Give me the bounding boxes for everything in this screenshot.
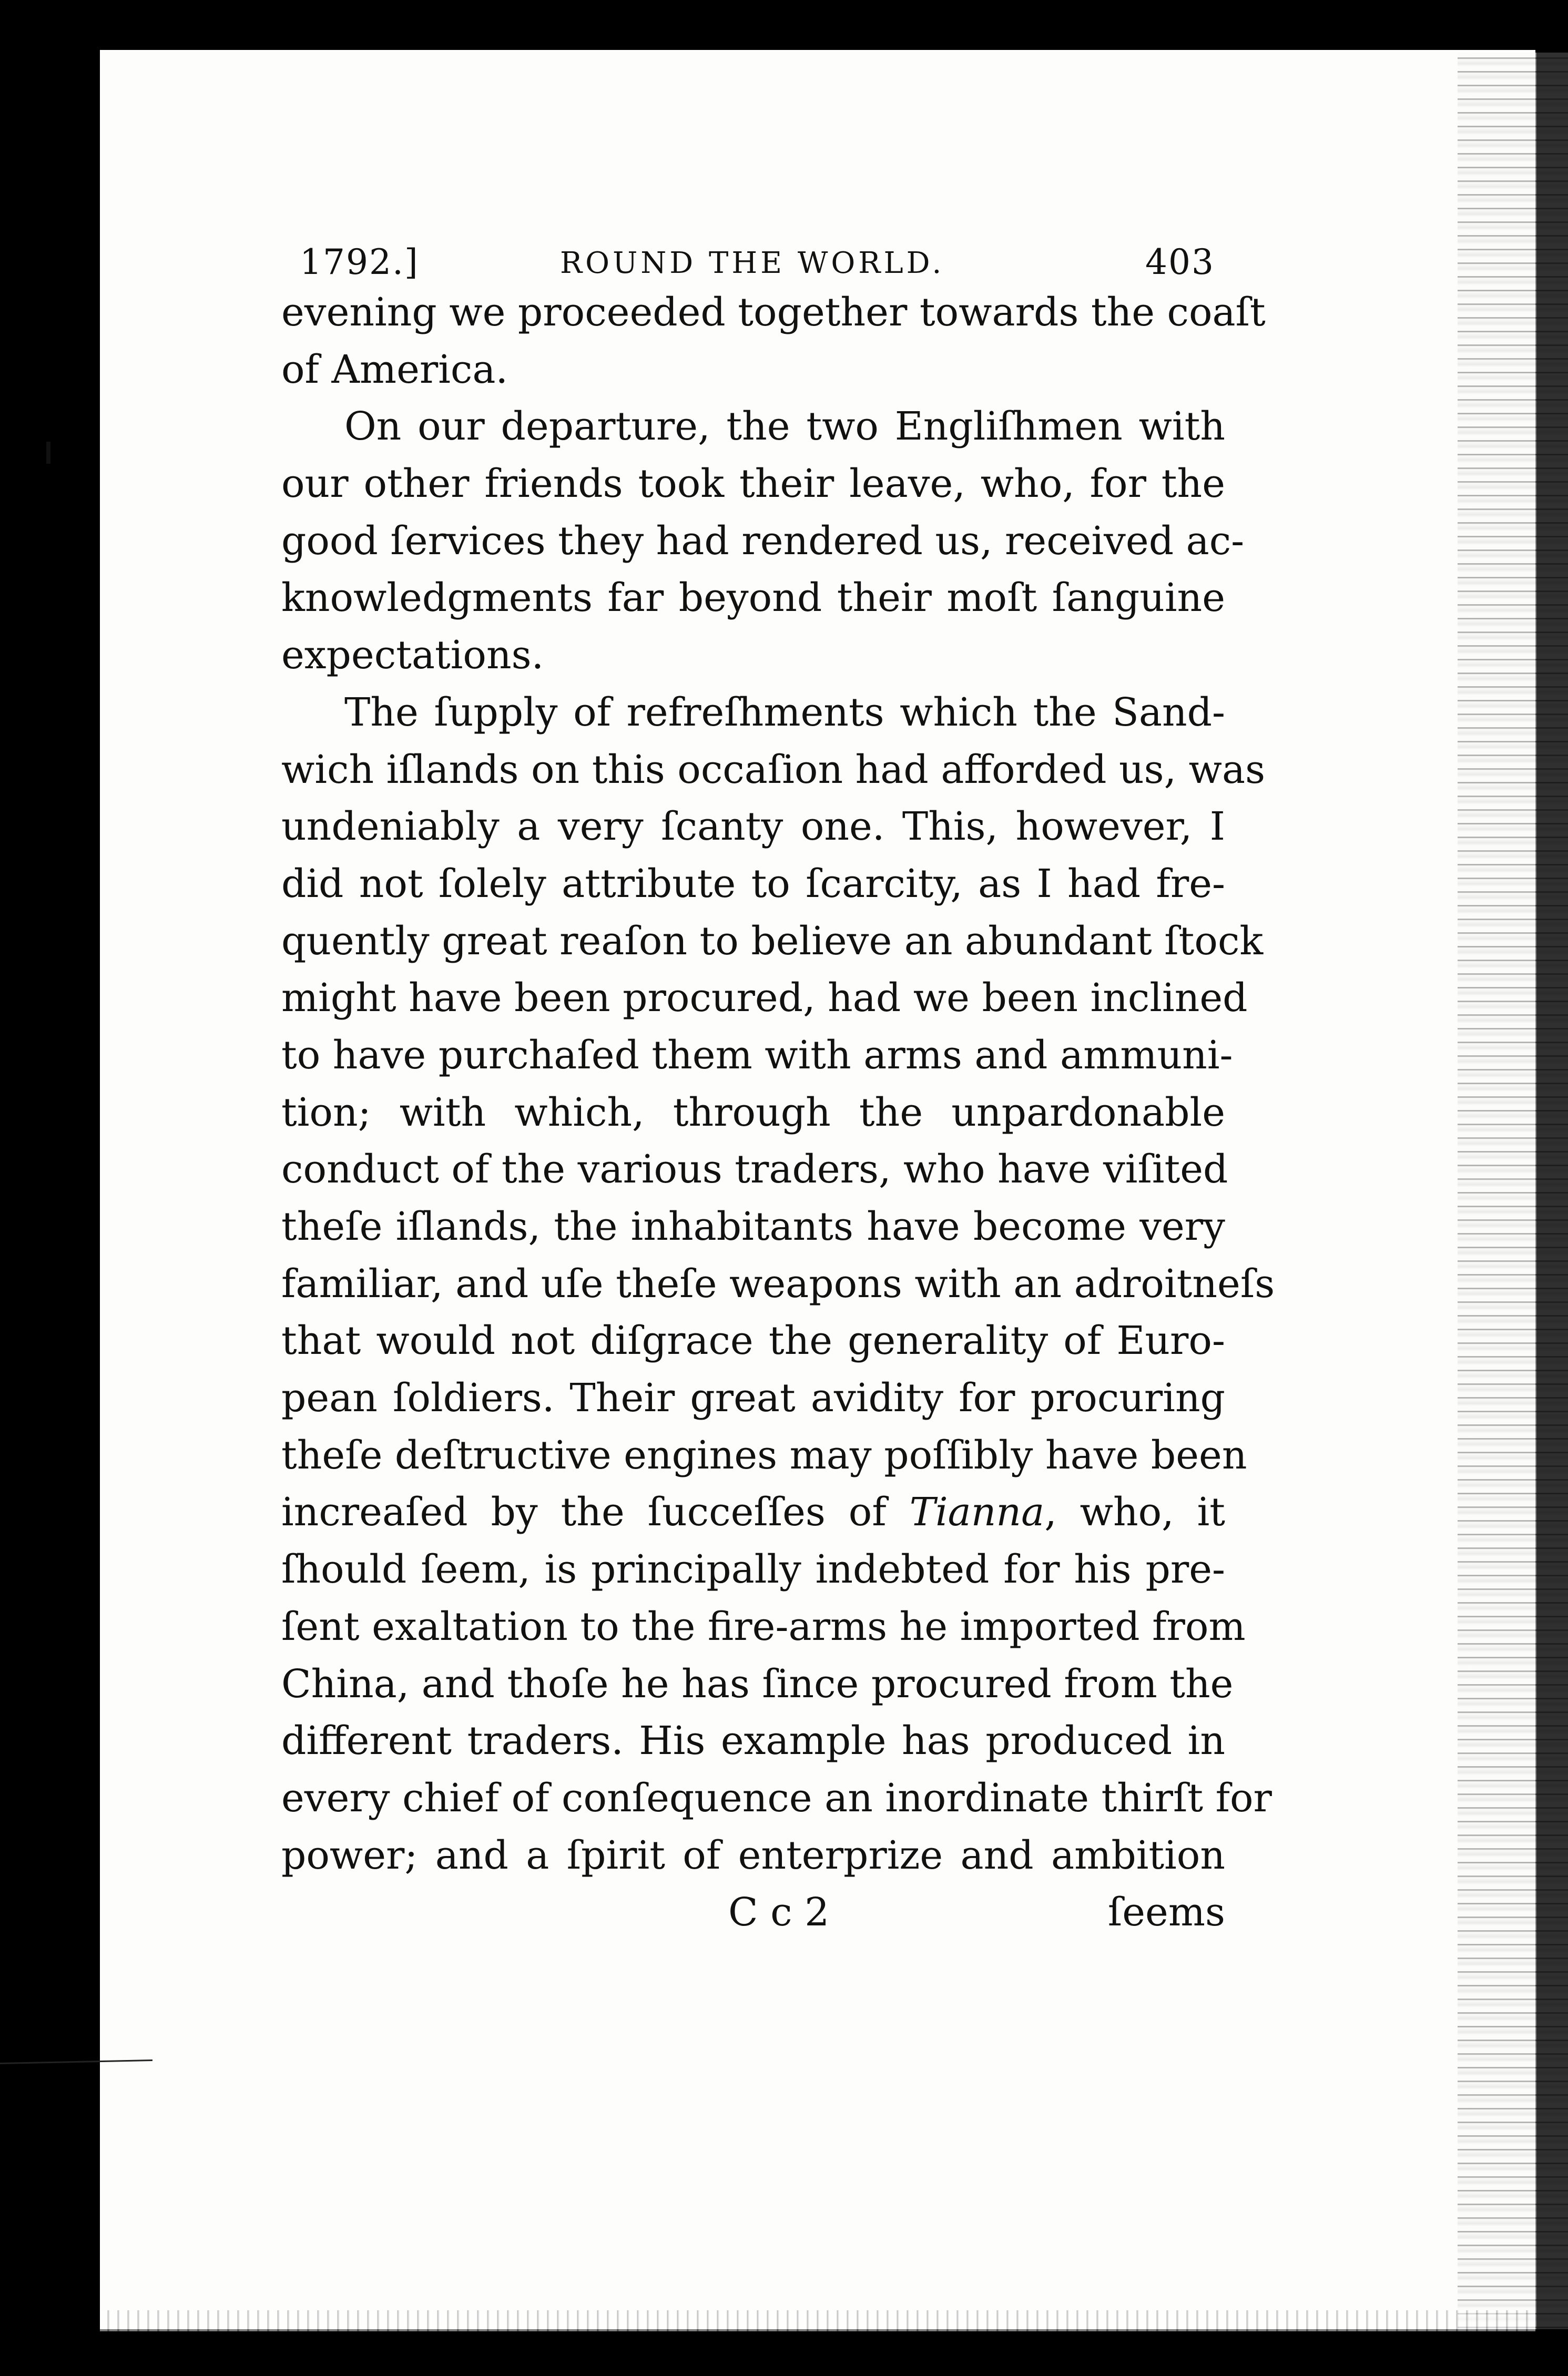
text-line: different traders. His example has produced in	[281, 1718, 1225, 1764]
text-line: theſe deſtructive engines may poſſibly have been	[281, 1432, 1247, 1478]
text-line: to have purchaſed them with arms and ammuni-	[281, 1032, 1233, 1078]
text-line: power; and a ſpirit of enterprize and ambition	[281, 1832, 1225, 1878]
text-line: good ſervices they had rendered us, received ac-	[281, 518, 1245, 564]
text-segment: , who, it	[1044, 1490, 1225, 1535]
page-number: 403	[1145, 242, 1215, 282]
text-line: quently great reaſon to believe an abundant ſtock	[281, 918, 1264, 964]
paragraph	[281, 284, 1266, 398]
paragraph	[281, 684, 1275, 1884]
running-head-year: 1792.]	[300, 242, 419, 282]
text-block	[281, 231, 1275, 1941]
text-line: familiar, and uſe theſe weapons with an adroitneſs	[281, 1261, 1275, 1307]
text-line: our other friends took their leave, who, for the	[281, 461, 1225, 507]
text-line: knowledgments far beyond their moſt ſanguine	[281, 575, 1225, 621]
text-line: wich iſlands on this occaſion had afforded us, was	[281, 747, 1266, 792]
page-edge-shadow	[1536, 53, 1568, 2329]
text-line: evening we proceeded together towards the coaſt	[281, 290, 1266, 335]
italic-name: Tianna	[909, 1490, 1045, 1535]
text-line: undeniably a very ſcanty one. This, however, I	[281, 804, 1225, 850]
text-line: expectations.	[281, 633, 544, 678]
text-line: On our departure, the two Engliſhmen with	[344, 404, 1225, 450]
text-line: tion; with which, through the unpardonable	[281, 1089, 1225, 1135]
signature-mark: C c 2	[728, 1890, 830, 1935]
text-line: The ſupply of refreſhments which the Sand-	[344, 689, 1225, 735]
paragraph	[281, 398, 1245, 684]
text-line: China, and thoſe he has ſince procured from the	[281, 1661, 1234, 1707]
text-line: conduct of the various traders, who have viſited	[281, 1147, 1228, 1192]
text-segment: increaſed by the ſucceſſes of	[281, 1490, 887, 1535]
text-line: of America.	[281, 346, 508, 392]
page-footer	[281, 1884, 1225, 1941]
running-head	[281, 231, 1225, 284]
text-line: did not ſolely attribute to ſcarcity, as I had fre-	[281, 861, 1225, 906]
margin-mark	[46, 442, 50, 464]
text-line	[281, 1484, 1225, 1541]
text-line: might have been procured, had we been inclined	[281, 975, 1248, 1021]
text-line: theſe iſlands, the inhabitants have become very	[281, 1204, 1225, 1249]
catchword: ſeems	[1107, 1890, 1225, 1935]
text-line: ſent exaltation to the fire-arms he imported from	[281, 1604, 1246, 1649]
text-line: every chief of conſequence an inordinate thirſt for	[281, 1775, 1272, 1821]
text-line: pean ſoldiers. Their great avidity for procuring	[281, 1375, 1225, 1421]
text-line: ſhould ſeem, is principally indebted for his pre-	[281, 1547, 1225, 1593]
bottom-edge-texture	[100, 2310, 1535, 2331]
running-head-title: ROUND THE WORLD.	[560, 246, 945, 280]
text-line: that would not diſgrace the generality of Euro-	[281, 1318, 1225, 1364]
